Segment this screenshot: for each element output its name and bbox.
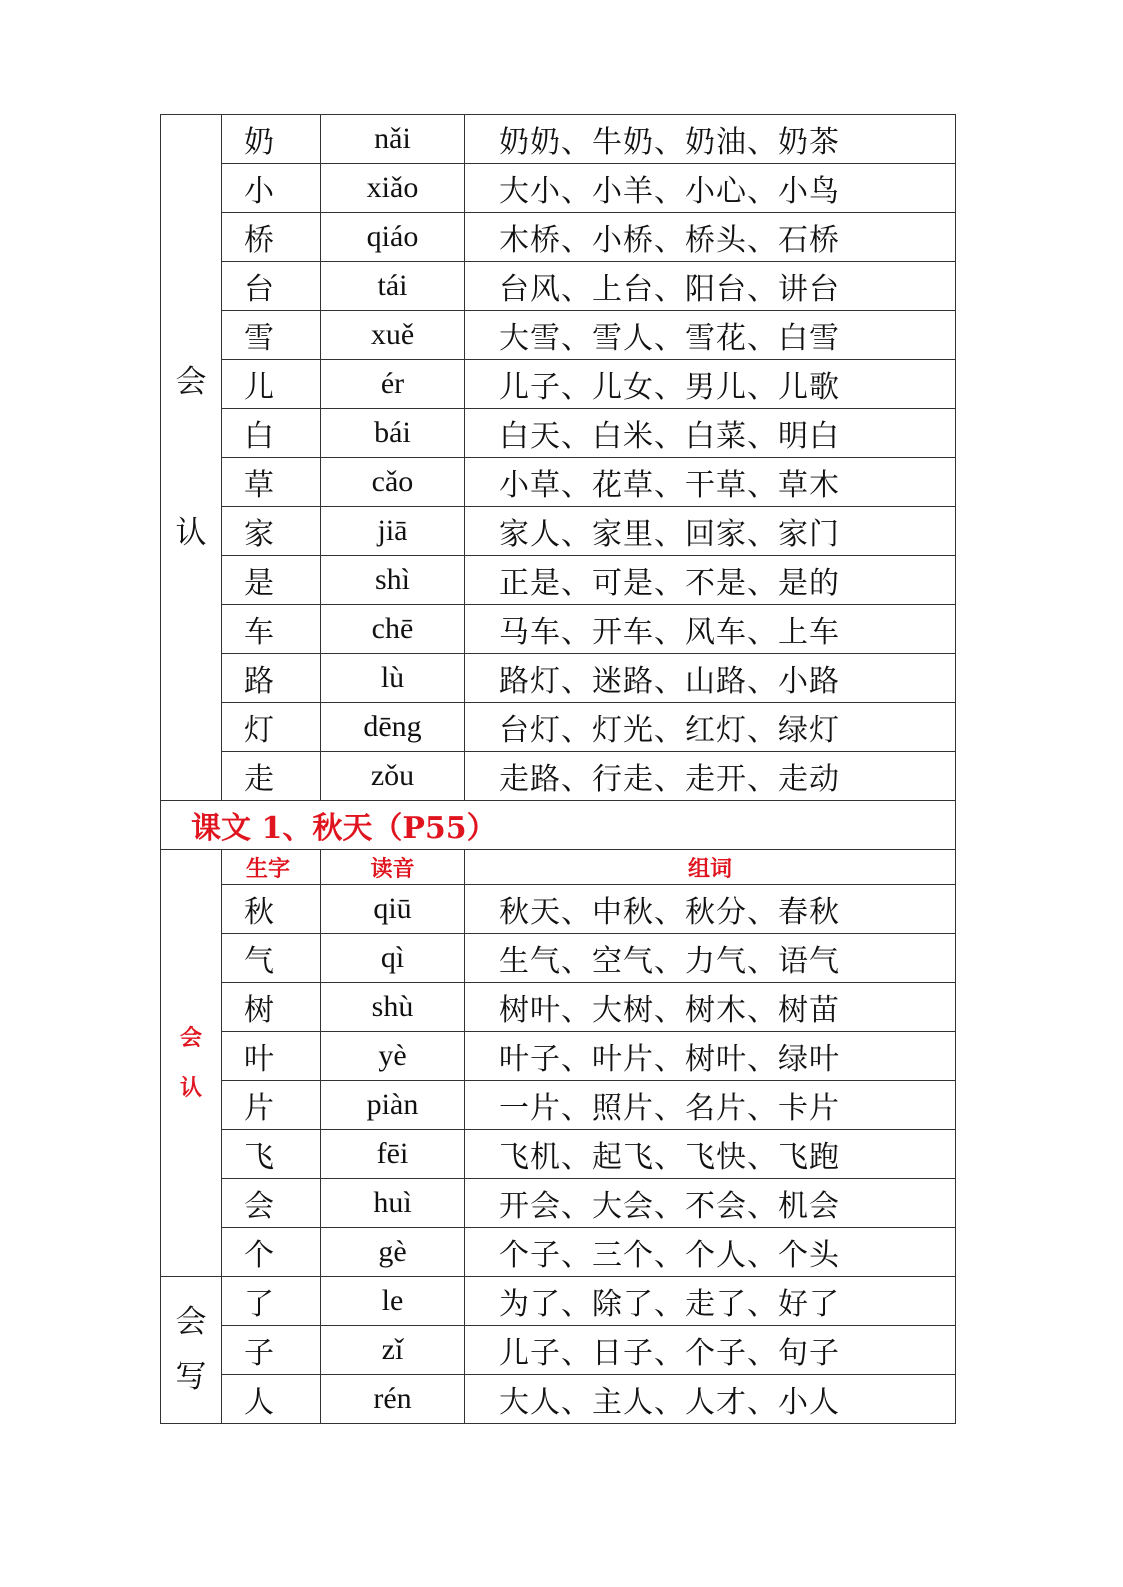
header-words: 组词 [465,850,956,885]
section1-category-char: 认 [175,514,207,551]
pinyin-cell: nǎi [321,115,465,164]
word-list-cell: 叶子、叶片、树叶、绿叶 [465,1032,956,1081]
character-cell: 台 [222,262,321,311]
character-cell: 走 [222,752,321,801]
table-row [161,1277,956,1326]
table-row [161,409,956,458]
pinyin-cell: zǒu [321,752,465,801]
pinyin-cell: tái [321,262,465,311]
character-cell: 奶 [222,115,321,164]
word-list-cell: 儿子、儿女、男儿、儿歌 [465,360,956,409]
pinyin-cell: dēng [321,703,465,752]
table-row [161,311,956,360]
character-cell: 片 [222,1081,321,1130]
pinyin-cell: yè [321,1032,465,1081]
table-row [161,983,956,1032]
character-cell: 儿 [222,360,321,409]
category-header-cell [161,850,222,1277]
section2-category-char: 认 [179,1075,202,1101]
word-list-cell: 生气、空气、力气、语气 [465,934,956,983]
table-row [161,213,956,262]
section3-category-cell [161,1277,222,1424]
table-row [161,262,956,311]
character-cell: 子 [222,1326,321,1375]
pinyin-cell: cǎo [321,458,465,507]
character-cell: 气 [222,934,321,983]
character-cell: 家 [222,507,321,556]
pinyin-cell: qiáo [321,213,465,262]
table-row [161,115,956,164]
character-cell: 秋 [222,885,321,934]
header-pinyin: 读音 [321,850,465,885]
character-cell: 叶 [222,1032,321,1081]
character-cell: 会 [222,1179,321,1228]
table-row [161,654,956,703]
lesson-title-row [161,801,956,850]
word-list-cell: 一片、照片、名片、卡片 [465,1081,956,1130]
character-cell: 是 [222,556,321,605]
word-list-cell: 开会、大会、不会、机会 [465,1179,956,1228]
word-list-cell: 白天、白米、白菜、明白 [465,409,956,458]
pinyin-cell: lù [321,654,465,703]
character-cell: 个 [222,1228,321,1277]
pinyin-cell: ér [321,360,465,409]
table-row [161,164,956,213]
word-list-cell: 走路、行走、走开、走动 [465,752,956,801]
lesson-title: 课文 1、秋天（P55） [161,801,956,850]
character-cell: 白 [222,409,321,458]
word-list-cell: 小草、花草、干草、草木 [465,458,956,507]
word-list-cell: 树叶、大树、树木、树苗 [465,983,956,1032]
character-cell: 灯 [222,703,321,752]
table-row [161,360,956,409]
section1-category-char: 会 [175,363,207,400]
word-list-cell: 台风、上台、阳台、讲台 [465,262,956,311]
table-row [161,507,956,556]
word-list-cell: 大小、小羊、小心、小鸟 [465,164,956,213]
pinyin-cell: le [321,1277,465,1326]
word-list-cell: 台灯、灯光、红灯、绿灯 [465,703,956,752]
table-row [161,1375,956,1424]
table-row [161,458,956,507]
table-row [161,1130,956,1179]
character-cell: 路 [222,654,321,703]
character-cell: 了 [222,1277,321,1326]
pinyin-cell: piàn [321,1081,465,1130]
header-row [161,850,956,885]
pinyin-cell: gè [321,1228,465,1277]
word-list-cell: 飞机、起飞、飞快、飞跑 [465,1130,956,1179]
word-list-cell: 为了、除了、走了、好了 [465,1277,956,1326]
vocabulary-table-body [161,115,956,1424]
table-row [161,1326,956,1375]
table-row [161,752,956,801]
section3-category-char: 写 [175,1359,207,1395]
header-char: 生字 [222,850,321,885]
word-list-cell: 家人、家里、回家、家门 [465,507,956,556]
pinyin-cell: shù [321,983,465,1032]
character-cell: 草 [222,458,321,507]
word-list-cell: 大雪、雪人、雪花、白雪 [465,311,956,360]
character-cell: 雪 [222,311,321,360]
character-cell: 车 [222,605,321,654]
section3-category-char: 会 [175,1304,207,1340]
pinyin-cell: bái [321,409,465,458]
table-row [161,1179,956,1228]
pinyin-cell: fēi [321,1130,465,1179]
table-row [161,605,956,654]
pinyin-cell: rén [321,1375,465,1424]
word-list-cell: 儿子、日子、个子、句子 [465,1326,956,1375]
word-list-cell: 正是、可是、不是、是的 [465,556,956,605]
word-list-cell: 马车、开车、风车、上车 [465,605,956,654]
character-cell: 飞 [222,1130,321,1179]
pinyin-cell: xuě [321,311,465,360]
section2-category-char: 会 [179,1025,202,1051]
pinyin-cell: chē [321,605,465,654]
pinyin-cell: shì [321,556,465,605]
pinyin-cell: jiā [321,507,465,556]
table-row [161,1032,956,1081]
word-list-cell: 大人、主人、人才、小人 [465,1375,956,1424]
table-row [161,556,956,605]
vocabulary-table [160,114,956,1424]
pinyin-cell: qì [321,934,465,983]
table-row [161,885,956,934]
word-list-cell: 路灯、迷路、山路、小路 [465,654,956,703]
word-list-cell: 木桥、小桥、桥头、石桥 [465,213,956,262]
character-cell: 小 [222,164,321,213]
character-cell: 桥 [222,213,321,262]
table-row [161,1228,956,1277]
character-cell: 树 [222,983,321,1032]
pinyin-cell: zǐ [321,1326,465,1375]
word-list-cell: 秋天、中秋、秋分、春秋 [465,885,956,934]
pinyin-cell: huì [321,1179,465,1228]
pinyin-cell: xiǎo [321,164,465,213]
pinyin-cell: qiū [321,885,465,934]
section1-category-cell [161,115,222,801]
table-row [161,934,956,983]
character-cell: 人 [222,1375,321,1424]
word-list-cell: 奶奶、牛奶、奶油、奶茶 [465,115,956,164]
table-row [161,703,956,752]
word-list-cell: 个子、三个、个人、个头 [465,1228,956,1277]
table-row [161,1081,956,1130]
